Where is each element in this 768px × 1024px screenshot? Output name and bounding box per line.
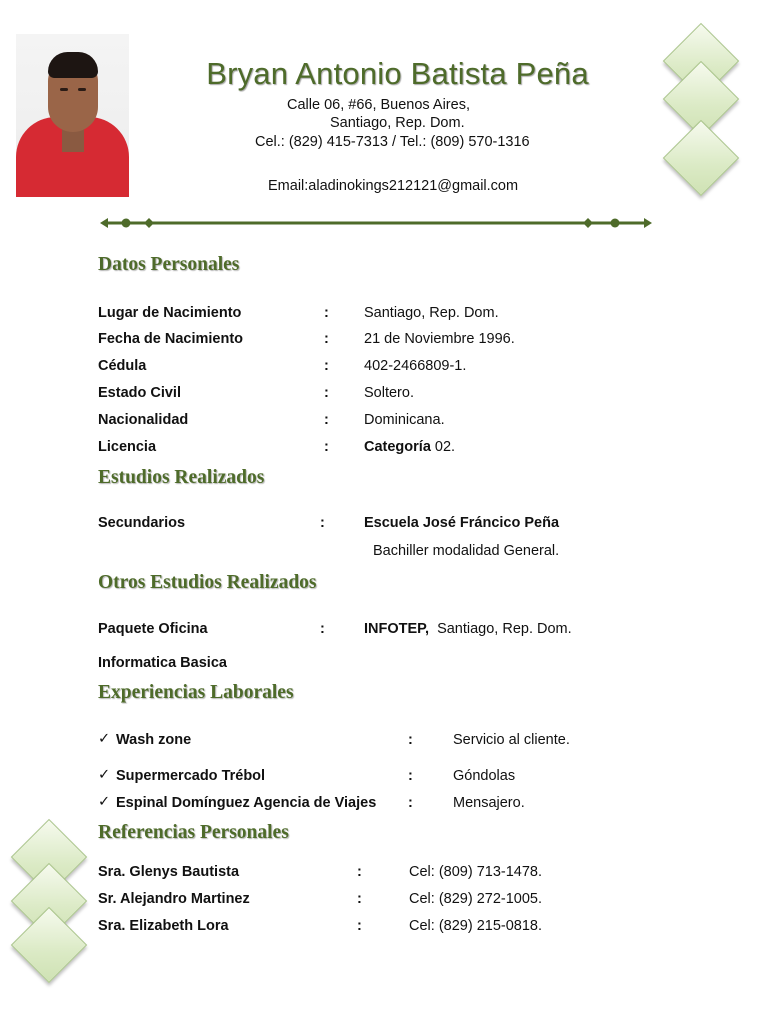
personal-label: Estado Civil xyxy=(98,385,181,401)
colon: : xyxy=(408,768,413,784)
other-studies-value xyxy=(364,621,572,637)
colon: : xyxy=(324,358,329,374)
address-line-2: Santiago, Rep. Dom. xyxy=(330,115,465,131)
section-title-studies: Estudios Realizados xyxy=(98,467,265,488)
personal-label: Lugar de Nacimiento xyxy=(98,305,242,321)
colon: : xyxy=(324,439,329,455)
other-studies-label: Paquete Oficina xyxy=(98,621,208,637)
other-studies-extra: Informatica Basica xyxy=(98,655,227,671)
candidate-name: Bryan Antonio Batista Peña xyxy=(206,56,589,91)
personal-value xyxy=(364,439,455,455)
section-title-work: Experiencias Laborales xyxy=(98,682,294,703)
address-line-1: Calle 06, #66, Buenos Aires, xyxy=(287,97,470,113)
work-company: Supermercado Trébol xyxy=(116,768,266,784)
personal-value: Soltero. xyxy=(364,385,414,401)
colon: : xyxy=(408,795,413,811)
work-company: Espinal Domínguez Agencia de Viajes xyxy=(116,795,377,811)
colon: : xyxy=(324,305,329,321)
personal-label: Licencia xyxy=(98,439,157,455)
colon: : xyxy=(357,864,362,880)
colon: : xyxy=(320,621,325,637)
personal-value: Dominicana. xyxy=(364,412,445,428)
reference-phone: Cel: (829) 215-0818. xyxy=(409,918,542,934)
personal-value: Santiago, Rep. Dom. xyxy=(364,305,499,321)
license-category-value: 02. xyxy=(430,439,456,455)
personal-label: Nacionalidad xyxy=(98,412,189,428)
work-role: Servicio al cliente. xyxy=(453,732,570,748)
colon: : xyxy=(408,732,413,748)
checkmark-icon: ✓ xyxy=(98,794,111,810)
section-title-references: Referencias Personales xyxy=(98,822,289,843)
header-divider xyxy=(100,214,652,232)
other-studies-place: Santiago, Rep. Dom. xyxy=(437,621,572,637)
colon: : xyxy=(357,918,362,934)
section-title-other-studies: Otros Estudios Realizados xyxy=(98,572,317,593)
personal-value: 21 de Noviembre 1996. xyxy=(364,331,515,347)
personal-value: 402-2466809-1. xyxy=(364,358,467,374)
colon: : xyxy=(324,385,329,401)
reference-name: Sr. Alejandro Martinez xyxy=(98,891,250,907)
colon: : xyxy=(357,891,362,907)
colon: : xyxy=(320,515,325,531)
studies-detail: Bachiller modalidad General. xyxy=(373,543,560,559)
personal-label: Fecha de Nacimiento xyxy=(98,331,244,347)
checkmark-icon: ✓ xyxy=(98,767,111,783)
other-studies-institution: INFOTEP, xyxy=(364,621,429,637)
email-address: Email:aladinokings212121@gmail.com xyxy=(268,178,519,194)
reference-phone: Cel: (809) 713-1478. xyxy=(409,864,542,880)
reference-phone: Cel: (829) 272-1005. xyxy=(409,891,542,907)
work-role: Góndolas xyxy=(453,768,516,784)
reference-name: Sra. Elizabeth Lora xyxy=(98,918,229,934)
phone-numbers: Cel.: (829) 415-7313 / Tel.: (809) 570-1316 xyxy=(255,134,530,150)
colon: : xyxy=(324,331,329,347)
license-category-label: Categoría xyxy=(364,439,431,455)
reference-name: Sra. Glenys Bautista xyxy=(98,864,240,880)
colon: : xyxy=(324,412,329,428)
checkmark-icon: ✓ xyxy=(98,731,111,747)
work-company: Wash zone xyxy=(116,732,192,748)
studies-school: Escuela José Fráncico Peña xyxy=(364,515,560,531)
work-role: Mensajero. xyxy=(453,795,525,811)
studies-label: Secundarios xyxy=(98,515,186,531)
section-title-personal: Datos Personales xyxy=(98,254,240,275)
personal-label: Cédula xyxy=(98,358,147,374)
